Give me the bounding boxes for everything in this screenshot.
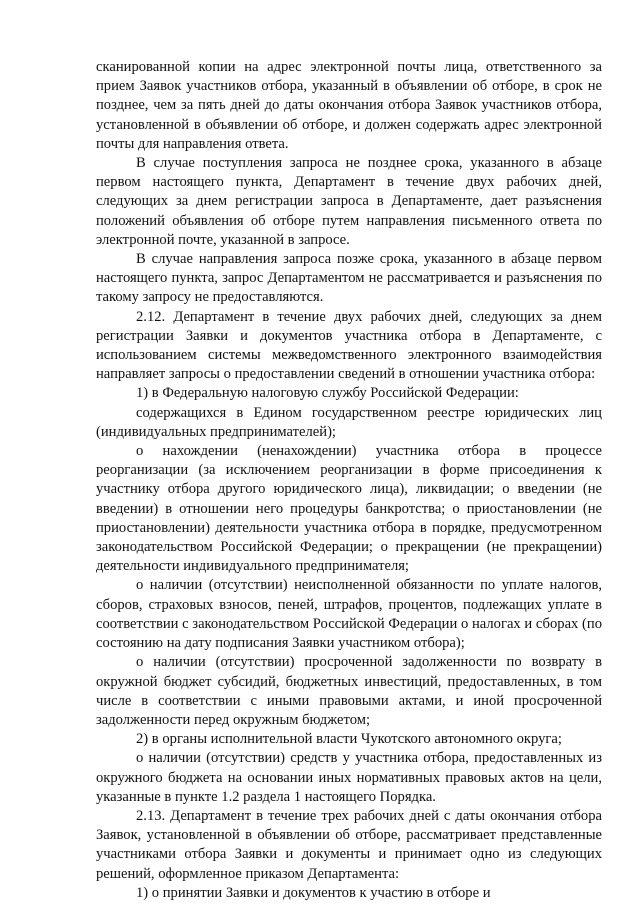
paragraph: В случае поступления запроса не позднее срока, указанного в абзаце первом настоящего пункта, Департамент в течение двух рабочих дней, следующих за днем регистрации запроса в Департаменте, дает разъяснения положений объявления об отборе путем направления письменного ответа по электронной почте, указанной в запросе.: [96, 155, 602, 248]
paragraph: содержащихся в Едином государственном реестре юридических лиц (индивидуальных предпринимателей);: [96, 404, 602, 440]
document-body: [96, 58, 602, 903]
paragraph: В случае направления запроса позже срока, указанного в абзаце первом настоящего пункта, запрос Департаментом не рассматривается и разъяснения по такому запросу не предоставляются.: [96, 251, 602, 306]
paragraph: о наличии (отсутствии) неисполненной обязанности по уплате налогов, сборов, страховых взносов, пеней, штрафов, процентов, подлежащих уплате в соответствии с законодательством Российской Федерации о налогах и сборах (по состоянию на дату подписания Заявки участником отбора);: [96, 577, 602, 652]
paragraph: 1) о принятии Заявки и документов к участию в отборе и: [136, 884, 491, 901]
paragraph: 1) в Федеральную налоговую службу Российской Федерации:: [136, 385, 519, 402]
paragraph: о нахождении (ненахождении) участника отбора в процессе реорганизации (за исключением реорганизации в форме присоединения к участнику отбора другого юридического лица), ликвидации; о введении (не введении) в отношении него процедуры банкротства; о приостановлении (не приостановлении) деятельности участника отбора в порядке, предусмотренном законодательством Российской Федерации; о прекращении (не прекращении) деятельности индивидуального предпринимателя;: [96, 443, 602, 575]
paragraph: 2) в органы исполнительной власти Чукотского автономного округа;: [136, 731, 562, 748]
paragraph: 2.12. Департамент в течение двух рабочих дней, следующих за днем регистрации Заявки и документов участника отбора в Департаменте, с использованием системы межведомственного электронного взаимодействия направляет запросы о предоставлении сведений в отношении участника отбора:: [96, 308, 602, 383]
paragraph: 2.13. Департамент в течение трех рабочих дней с даты окончания отбора Заявок, установленной в объявлении об отборе, рассматривает представленные участниками отбора Заявки и документы и принимает одно из следующих решений, оформленное приказом Департамента:: [96, 807, 602, 882]
paragraph: о наличии (отсутствии) просроченной задолженности по возврату в окружной бюджет субсидий, бюджетных инвестиций, предоставленных, в том числе в соответствии с иными правовыми актами, и иной просроченной задолженности перед окружным бюджетом;: [96, 654, 602, 728]
paragraph: о наличии (отсутствии) средств у участника отбора, предоставленных из окружного бюджета на основании иных нормативных правовых актов на цели, указанные в пункте 1.2 раздела 1 настоящего Порядка.: [96, 750, 602, 805]
paragraph: сканированной копии на адрес электронной почты лица, ответственного за прием Заявок участников отбора, указанный в объявлении об отборе, в срок не позднее, чем за пять дней до даты окончания отбора Заявок участников отбора, установленной в объявлении об отборе, и должен содержать адрес электронной почты для направления ответа.: [96, 59, 602, 152]
